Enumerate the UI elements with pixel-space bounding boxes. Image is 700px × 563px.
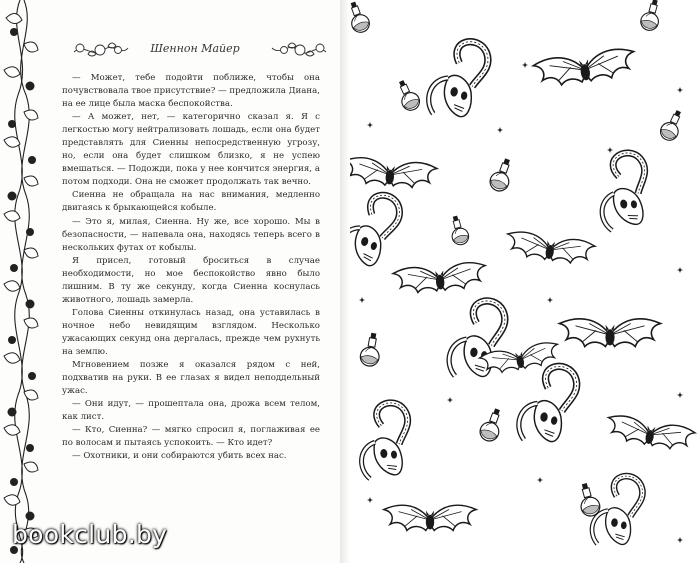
paragraph: — Охотники, и они собираются убить всех нас.: [72, 451, 287, 462]
book-gutter: [340, 0, 350, 563]
left-page: [0, 0, 340, 563]
floral-border-icon: [0, 0, 44, 563]
bat-skull-potion-pattern: [350, 0, 700, 563]
paragraph: — Кто, Сиенна? — мягко спросил я, поглаживая ее по волосам и пытаясь успокоить. — Кто идет?: [62, 425, 320, 449]
paragraph: Я присел, готовый броситься в случае необходимости, но мое беспокойство явно было лишним. В ту же секунду, когда Сиенна коснулась животного, лошадь замерла.: [62, 255, 320, 305]
paragraph: — А может, нет, — категорично сказал я. Я с легкостью могу нейтрализовать лошадь, если она будет представлять для Сиенны непосредственную угрозу, но, если она будет слишком близко, я не успею вмешаться. — Подожди, пока у нее кончится энергия, а потом подходи. Она не сможет продолжать так вечно.: [62, 112, 320, 188]
running-header: [60, 38, 330, 62]
page-text: [62, 72, 320, 463]
watermark: bookclub.by: [12, 520, 168, 549]
paragraph: — Это я, милая, Сиенна. Ну же, все хорошо. Мы в безопасности, — напевала она, находясь теперь всего в нескольких футах от кобылы.: [62, 216, 320, 253]
right-page: [350, 0, 700, 563]
paragraph: Голова Сиенны откинулась назад, она уставилась в ночное небо невидящим взглядом. Несколько ужасающих секунд она дергалась, прежде чем рухнуть на землю.: [62, 307, 320, 357]
paragraph: — Может, тебе подойти поближе, чтобы она почувствовала твое присутствие? — предложила Диана, на ее лице была маска беспокойства.: [62, 73, 320, 110]
paragraph: Мгновением позже я оказался рядом с ней, подхватив на руки. В ее глазах я видел неподдельный ужас.: [62, 360, 320, 397]
paragraph: Сиенна не обращала на нас внимания, медленно двигаясь к брыкающейся кобыле.: [62, 190, 320, 214]
floral-ornament-icon: [270, 38, 330, 62]
author-name: Шеннон Майер: [150, 42, 240, 55]
paragraph: — Они идут, — прошептала она, дрожа всем телом, как лист.: [62, 399, 320, 423]
